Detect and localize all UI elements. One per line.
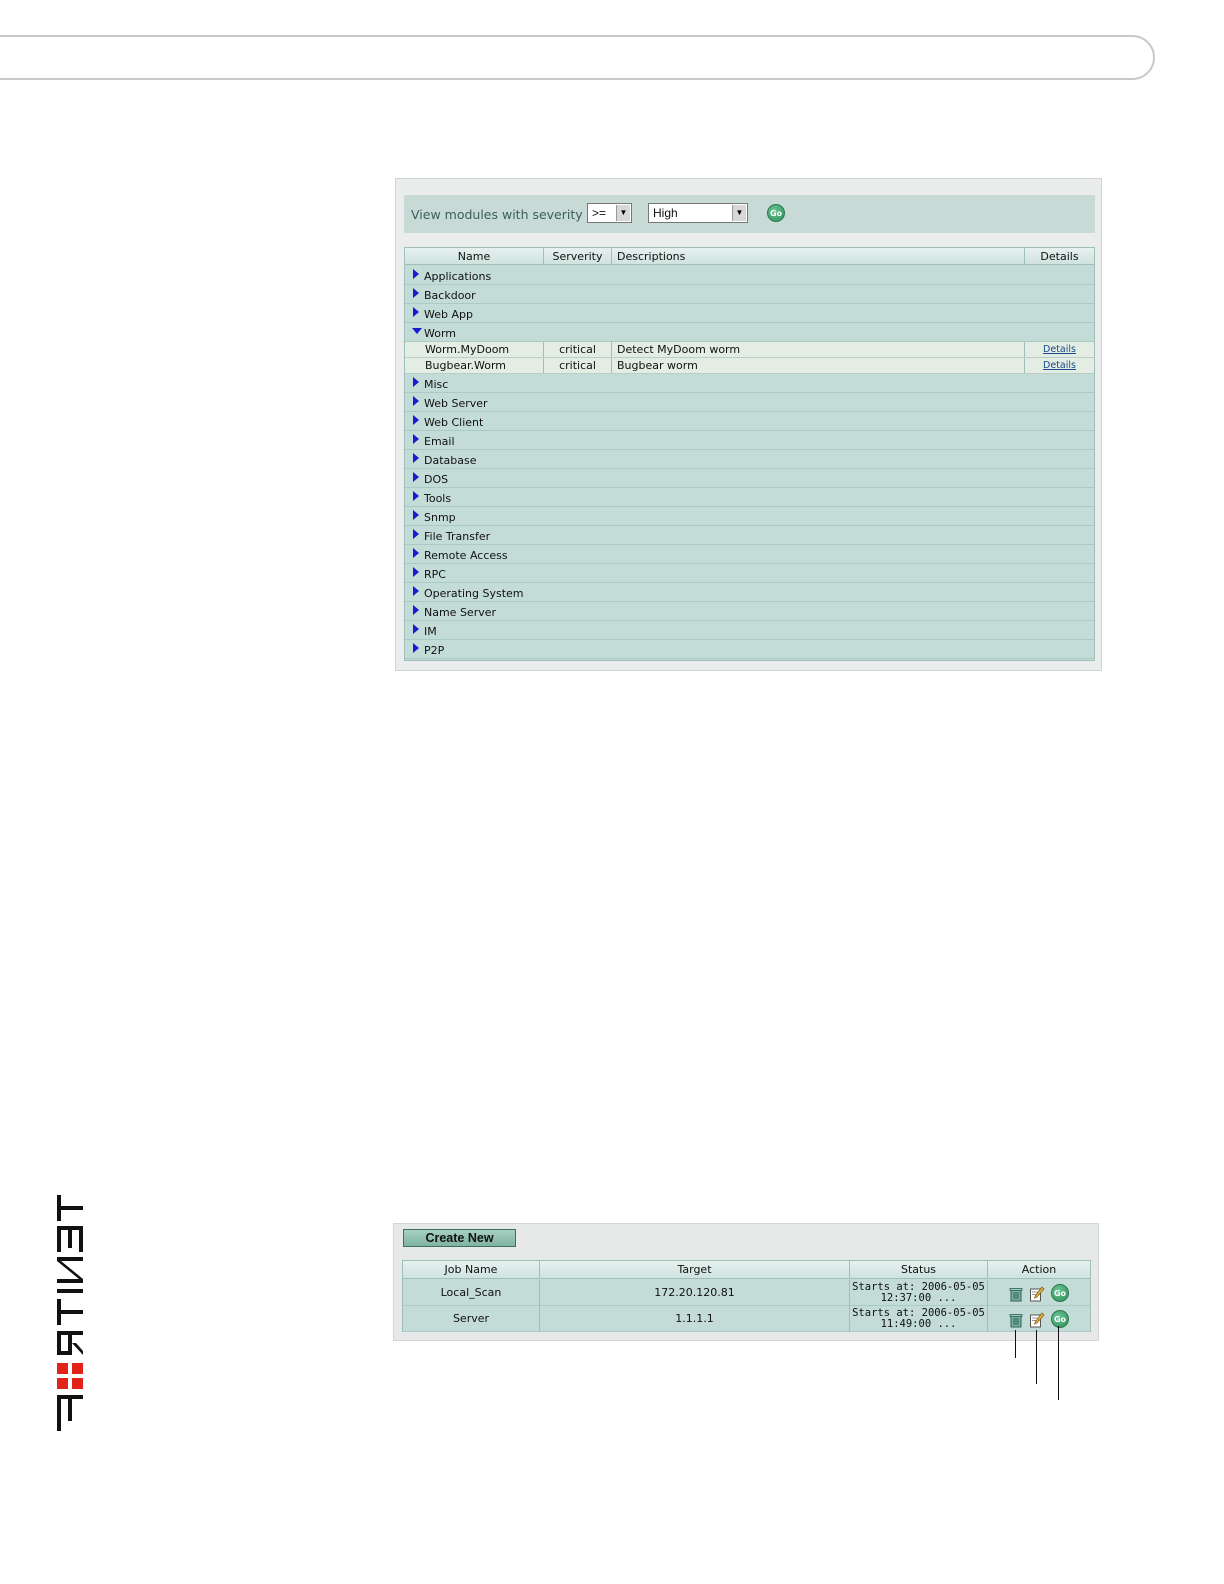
- job-target: 1.1.1.1: [540, 1306, 850, 1332]
- category-row[interactable]: [405, 374, 1094, 393]
- category-row[interactable]: [405, 602, 1094, 621]
- column-header-action: Action: [1021, 1263, 1057, 1276]
- severity-filter-bar: [404, 195, 1095, 233]
- collapsed-arrow-icon[interactable]: [413, 548, 419, 558]
- module-row: [405, 342, 1094, 358]
- category-row[interactable]: [405, 304, 1094, 323]
- chevron-down-icon: ▼: [616, 205, 630, 221]
- category-row[interactable]: [405, 507, 1094, 526]
- collapsed-arrow-icon[interactable]: [413, 377, 419, 387]
- job-status-start: Starts at: 2006-05-05: [852, 1307, 985, 1319]
- category-label: Web Client: [424, 416, 484, 429]
- callout-line-delete: [1015, 1330, 1016, 1358]
- column-header-name[interactable]: Name: [405, 248, 544, 265]
- module-name: Worm.MyDoom: [405, 342, 544, 357]
- trash-icon[interactable]: [1008, 1312, 1024, 1328]
- callout-line-edit: [1036, 1330, 1037, 1384]
- category-label: Database: [424, 454, 477, 467]
- job-actions: [988, 1280, 1090, 1306]
- trash-icon[interactable]: [1008, 1286, 1024, 1302]
- category-label: P2P: [424, 644, 445, 657]
- job-name: Server: [403, 1306, 540, 1332]
- filter-label: View modules with severity: [411, 206, 583, 222]
- category-row[interactable]: [405, 393, 1094, 412]
- category-row[interactable]: [405, 285, 1094, 304]
- category-label: File Transfer: [424, 530, 491, 543]
- module-severity: critical: [544, 342, 612, 357]
- jobs-table-header: [403, 1261, 1090, 1279]
- category-row[interactable]: [405, 564, 1094, 583]
- modules-table-header: [405, 248, 1094, 265]
- expanded-arrow-icon[interactable]: [412, 328, 422, 334]
- module-description: Bugbear worm: [612, 358, 1025, 373]
- job-status-time: 11:49:00 ...: [880, 1318, 957, 1330]
- category-label: Email: [424, 435, 455, 448]
- category-label: Operating System: [424, 587, 524, 600]
- callout-line-go: [1058, 1326, 1059, 1400]
- category-row[interactable]: [405, 266, 1094, 285]
- column-header-job-name[interactable]: Job Name: [403, 1261, 540, 1279]
- header-band: [0, 35, 1155, 80]
- category-row[interactable]: [405, 469, 1094, 488]
- module-name: Bugbear.Worm: [405, 358, 544, 373]
- module-details-link[interactable]: Details: [1043, 360, 1076, 371]
- job-status: [850, 1306, 988, 1332]
- go-button[interactable]: Go: [767, 204, 785, 222]
- jobs-table: [402, 1260, 1091, 1332]
- collapsed-arrow-icon[interactable]: [413, 307, 419, 317]
- modules-panel: [395, 178, 1102, 671]
- collapsed-arrow-icon[interactable]: [413, 269, 419, 279]
- module-row: [405, 358, 1094, 374]
- collapsed-arrow-icon[interactable]: [413, 288, 419, 298]
- collapsed-arrow-icon[interactable]: [413, 567, 419, 577]
- modules-table: [404, 247, 1095, 661]
- category-label: Tools: [424, 492, 452, 505]
- column-header-status[interactable]: Status: [850, 1261, 988, 1279]
- job-name: Local_Scan: [403, 1280, 540, 1306]
- collapsed-arrow-icon[interactable]: [413, 605, 419, 615]
- category-label: RPC: [424, 568, 446, 581]
- category-row[interactable]: [405, 488, 1094, 507]
- category-label: Applications: [424, 270, 492, 283]
- category-row[interactable]: [405, 431, 1094, 450]
- collapsed-arrow-icon[interactable]: [413, 434, 419, 444]
- column-header-descriptions[interactable]: Descriptions: [612, 248, 1025, 265]
- job-status: [850, 1280, 988, 1306]
- category-label: Remote Access: [424, 549, 508, 562]
- module-severity: critical: [544, 358, 612, 373]
- category-row[interactable]: [405, 545, 1094, 564]
- fortinet-logo: [57, 1195, 83, 1431]
- collapsed-arrow-icon[interactable]: [413, 586, 419, 596]
- category-row[interactable]: [405, 621, 1094, 640]
- category-row[interactable]: [405, 323, 1094, 342]
- category-label: Worm: [424, 327, 457, 340]
- create-new-button[interactable]: Create New: [403, 1229, 516, 1247]
- job-status-start: Starts at: 2006-05-05: [852, 1281, 985, 1293]
- category-row[interactable]: [405, 450, 1094, 469]
- job-target: 172.20.120.81: [540, 1280, 850, 1306]
- severity-select[interactable]: [648, 203, 748, 223]
- collapsed-arrow-icon[interactable]: [413, 643, 419, 653]
- category-label: Backdoor: [424, 289, 476, 302]
- category-row[interactable]: [405, 526, 1094, 545]
- job-actions: [988, 1306, 1090, 1332]
- collapsed-arrow-icon[interactable]: [413, 472, 419, 482]
- column-header-severity[interactable]: Serverity: [544, 248, 612, 265]
- category-label: Misc: [424, 378, 449, 391]
- run-go-button[interactable]: Go: [1051, 1310, 1069, 1328]
- job-row: [403, 1280, 1090, 1306]
- module-details-link[interactable]: Details: [1043, 344, 1076, 355]
- job-status-time: 12:37:00 ...: [880, 1292, 957, 1304]
- category-row[interactable]: [405, 640, 1094, 659]
- category-label: Snmp: [424, 511, 456, 524]
- chevron-down-icon: ▼: [732, 205, 746, 221]
- category-label: Web App: [424, 308, 473, 321]
- category-label: Web Server: [424, 397, 488, 410]
- severity-value: High: [653, 206, 678, 220]
- column-header-details: Details: [1040, 250, 1079, 263]
- module-description: Detect MyDoom worm: [612, 342, 1025, 357]
- collapsed-arrow-icon[interactable]: [413, 396, 419, 406]
- category-label: IM: [424, 625, 437, 638]
- category-row[interactable]: [405, 583, 1094, 602]
- collapsed-arrow-icon[interactable]: [413, 510, 419, 520]
- column-header-target[interactable]: Target: [540, 1261, 850, 1279]
- collapsed-arrow-icon[interactable]: [413, 529, 419, 539]
- category-label: Name Server: [424, 606, 497, 619]
- operator-select[interactable]: [587, 203, 632, 223]
- job-row: [403, 1306, 1090, 1332]
- collapsed-arrow-icon[interactable]: [413, 415, 419, 425]
- collapsed-arrow-icon[interactable]: [413, 453, 419, 463]
- collapsed-arrow-icon[interactable]: [413, 624, 419, 634]
- scan-jobs-panel: [393, 1223, 1099, 1341]
- edit-icon[interactable]: [1029, 1286, 1045, 1302]
- operator-value: >=: [592, 206, 607, 220]
- edit-icon[interactable]: [1029, 1312, 1045, 1328]
- category-label: DOS: [424, 473, 449, 486]
- collapsed-arrow-icon[interactable]: [413, 491, 419, 501]
- run-go-button[interactable]: Go: [1051, 1284, 1069, 1302]
- category-row[interactable]: [405, 412, 1094, 431]
